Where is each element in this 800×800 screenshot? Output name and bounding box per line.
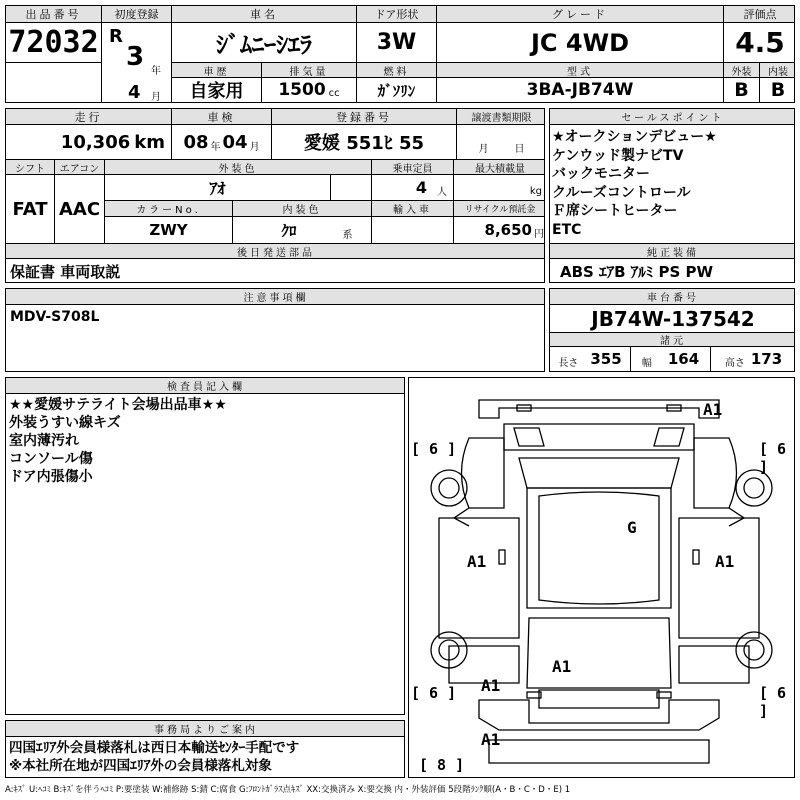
doors-value: 3W	[356, 23, 436, 63]
inspector-note-item: 外装うすい線キズ	[9, 415, 121, 431]
displacement-value: 1500	[278, 80, 326, 100]
inspector-note-item: ドア内張傷小	[9, 469, 93, 485]
legend: A:ｷｽﾞ U:ﾍｺﾐ B:ｷｽﾞを伴うﾍｺﾐ P:要塗装 W:補修跡 S:錆 C:腐食 G:ﾌﾛﾝﾄｶﾞﾗｽ点ｷｽﾞ XX:交換済み X:要交換 内・外装評価 5段階ﾗﾝｸ順(A・B・C・D・E) 1	[5, 785, 571, 795]
shift-value: FAT	[12, 198, 48, 220]
first-reg-header: 初度登録	[101, 6, 171, 23]
tire-spare: [ 8 ]	[419, 756, 465, 774]
sales-point-item: バックモニター	[552, 166, 650, 182]
capacity-header: 乗車定員	[371, 159, 453, 175]
import-header: 輸入車	[371, 201, 453, 217]
office-header: 事務局よりご案内	[6, 721, 405, 737]
damage-mark-left-door: A1	[467, 552, 487, 571]
specs-length-label: 長さ	[558, 357, 579, 369]
chassis-block	[549, 288, 795, 372]
ext-color-extra	[330, 175, 371, 201]
first-reg-year: 3	[126, 42, 145, 72]
equipment-value: ABS ｴｱB ｱﾙﾐ PS PW	[560, 262, 714, 281]
sales-point-item: ★オークションデビュー★	[552, 129, 717, 145]
transfer-deadline-header: 譲渡書類期限	[456, 109, 545, 125]
tire-front-right: [ 6 ]	[759, 440, 787, 476]
office-notice-item: ※本社所在地が四国ｴﾘｱ外の会員様落札対象	[9, 758, 272, 774]
inspector-note-item: ★★愛媛サテライト会場出品車★★	[9, 397, 227, 413]
shift-header: シフト	[6, 159, 54, 175]
car-name-header: 車名	[171, 6, 356, 23]
reg-no-header: 登録番号	[271, 109, 456, 125]
damage-mark-rear-panel: A1	[552, 657, 572, 676]
inspection-month-unit: 月	[249, 141, 260, 153]
int-color-header: 内装色	[232, 201, 371, 217]
specs-length-value: 355	[590, 350, 622, 368]
inspection-header: 車検	[171, 109, 271, 125]
damage-mark-windshield: G	[627, 518, 637, 537]
notes-header: 注意事項欄	[6, 289, 545, 305]
history-header: 車歴	[171, 63, 261, 78]
car-outline-diagram	[409, 378, 795, 778]
lot-header: 出品番号	[6, 6, 101, 23]
fuel-value: ｶﾞｿﾘﾝ	[356, 78, 436, 102]
mileage-unit: km	[134, 131, 165, 153]
aircon-value: AAC	[54, 175, 104, 243]
header-block	[5, 5, 795, 103]
displacement-unit: cc	[328, 87, 340, 99]
score-header: 評価点	[723, 6, 795, 23]
inspection-month: 04	[222, 131, 248, 153]
recycle-header: リサイクル預託金	[453, 201, 545, 217]
inspector-note-item: コンソール傷	[9, 451, 93, 467]
max-load-cell	[453, 175, 545, 201]
inspector-notes-list	[9, 396, 399, 486]
capacity-value: 4	[415, 178, 427, 197]
fuel-header: 燃料	[356, 63, 436, 78]
first-reg-month: 4	[128, 82, 141, 103]
specs-height-value: 173	[750, 350, 783, 368]
transfer-deadline-cell	[456, 125, 545, 159]
equipment-header: 純正装備	[550, 243, 795, 259]
chassis-value: JB74W-137542	[550, 305, 795, 333]
specs-height	[710, 347, 795, 371]
color-no-header: カラーNo.	[104, 201, 232, 217]
inspection-year-unit: 年	[210, 141, 221, 153]
inspection-cell	[171, 125, 271, 159]
car-name: ｼﾞﾑﾆｰｼｴﾗ	[171, 23, 356, 63]
sales-points-block	[549, 108, 795, 283]
history-value: 自家用	[171, 78, 261, 102]
score-value: 4.5	[723, 23, 795, 63]
model-header: 型式	[436, 63, 723, 78]
tire-front-left: [ 6 ]	[411, 440, 457, 458]
transfer-day-unit: 日	[514, 144, 525, 155]
specs-length	[550, 347, 630, 371]
displacement-cell	[261, 78, 356, 102]
inspection-year: 08	[183, 131, 209, 153]
tire-rear-right: [ 6 ]	[759, 684, 787, 720]
exterior-score: B	[723, 78, 759, 102]
mileage-cell	[6, 125, 171, 159]
specs-width-label: 幅	[641, 357, 652, 369]
interior-score-header: 内装	[759, 63, 795, 78]
office-notice-item: 四国ｴﾘｱ外会員様落札は西日本輸送ｾﾝﾀｰ手配です	[9, 740, 300, 756]
damage-mark-rear-bumper: A1	[481, 730, 501, 749]
exterior-score-header: 外装	[723, 63, 759, 78]
sales-point-item: クルーズコントロール	[552, 184, 691, 201]
damage-mark-front-bumper: A1	[703, 400, 723, 419]
sales-points-header: セールスポイント	[550, 109, 795, 125]
doors-header: ドア形状	[356, 6, 436, 23]
capacity-unit: 人	[437, 187, 447, 198]
int-color-cell	[232, 217, 371, 243]
interior-score: B	[759, 78, 795, 102]
first-reg-year-unit: 年	[151, 66, 161, 77]
damage-diagram	[408, 377, 795, 778]
aircon-header: エアコン	[54, 159, 104, 175]
vehicle-details-block	[5, 108, 545, 283]
inspector-note-item: 室内薄汚れ	[9, 433, 79, 449]
recycle-unit: 円	[534, 228, 544, 240]
ext-color-value: ｱｵ	[104, 175, 330, 201]
recycle-cell	[453, 217, 545, 243]
int-color-unit: 系	[342, 229, 353, 241]
notes-value: MDV-S708L	[10, 309, 100, 325]
tire-rear-left: [ 6 ]	[411, 684, 457, 702]
later-items-header: 後日発送部品	[6, 243, 545, 259]
color-no-value: ZWY	[104, 217, 232, 243]
specs-width-value: 164	[667, 350, 700, 368]
reg-no-value: 愛媛 551ﾋ 55	[271, 125, 456, 159]
specs-width	[630, 347, 710, 371]
specs-height-label: 高さ	[724, 357, 745, 369]
inspector-block	[5, 377, 405, 715]
office-block	[5, 720, 405, 778]
max-load-header: 最大積載量	[453, 159, 545, 175]
model-value: 3BA-JB74W	[436, 78, 723, 102]
max-load-unit: kg	[529, 186, 542, 197]
recycle-value: 8,650	[484, 221, 532, 239]
transfer-month-unit: 月	[478, 144, 489, 155]
mileage-header: 走行	[6, 109, 171, 125]
wheel-front-left	[431, 470, 467, 506]
sales-point-item: Ｆ席シートヒーター	[552, 203, 678, 219]
first-reg-month-unit: 月	[151, 92, 161, 103]
ext-color-header: 外装色	[104, 159, 371, 175]
damage-mark-rear-quarter: A1	[481, 676, 501, 695]
grade-header: グレード	[436, 6, 723, 23]
first-reg-era: R	[109, 26, 123, 47]
sales-points-list	[552, 128, 792, 239]
inspector-header: 検査員記入欄	[6, 378, 405, 394]
import-cell	[371, 217, 453, 243]
later-items-value: 保証書 車両取説	[10, 262, 121, 281]
displacement-header: 排気量	[261, 63, 356, 78]
grade-value: JC 4WD	[436, 23, 723, 63]
damage-mark-right-door: A1	[715, 552, 735, 571]
chassis-header: 車台番号	[550, 289, 795, 305]
office-notice-list	[9, 739, 404, 775]
notes-block	[5, 288, 545, 372]
sales-point-item: ケンウッド製ナビTV	[552, 147, 684, 164]
specs-header: 諸元	[550, 333, 795, 347]
sales-point-item: ETC	[552, 221, 582, 238]
int-color-value: ｸﾛ	[281, 221, 297, 240]
lot-number: 72032	[6, 23, 101, 63]
capacity-cell	[371, 175, 453, 201]
mileage-value: 10,306	[60, 131, 131, 153]
